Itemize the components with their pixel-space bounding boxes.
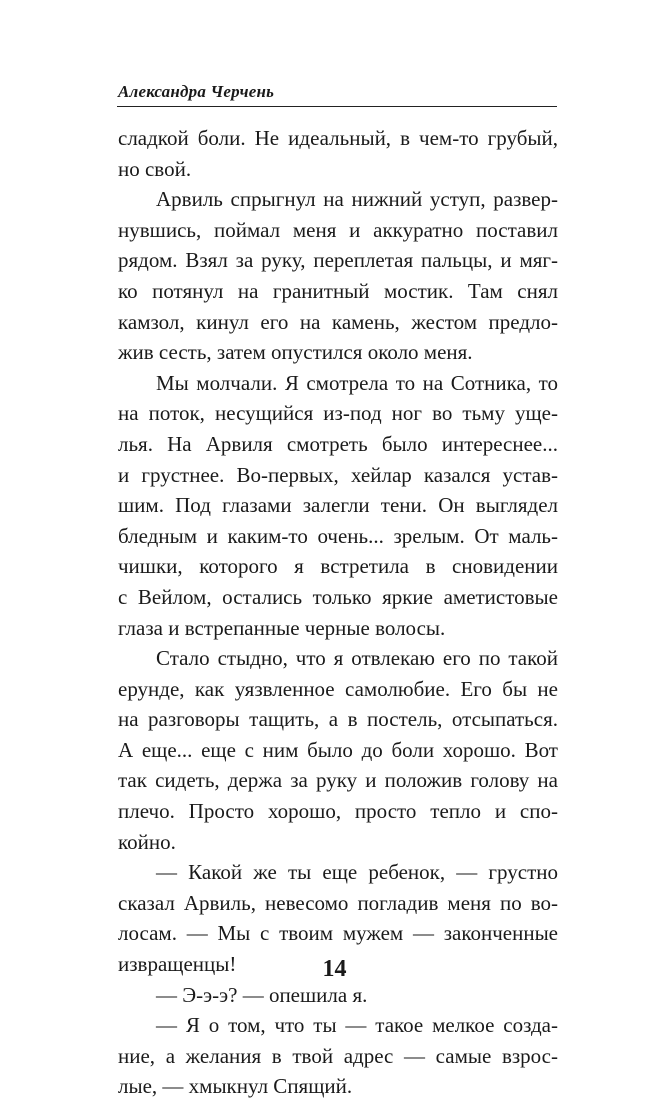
text-line: лосам. — Мы с твоим мужем — законченные [118,921,558,946]
text-line: бледным и каким-то очень... зрелым. От маль- [118,523,558,548]
text-line: и грустнее. Во-первых, хейлар казался устав- [118,462,558,487]
text-line: извращенцы! [118,952,237,977]
text-line: — Какой же ты еще ребенок, — грустно [156,860,558,885]
text-line: плечо. Просто хорошо, просто тепло и спо- [118,799,558,824]
text-line: ерунде, как уязвленное самолюбие. Его бы не [118,676,558,701]
text-line: лья. На Арвиля смотреть было интереснее... [118,431,558,456]
text-line: сладкой боли. Не идеальный, в чем-то грубый, [118,126,558,150]
text-line: — Э-э-э? — опешила я. [156,982,368,1007]
text-line: шим. Под глазами залегли тени. Он выглядел [118,493,558,518]
text-line: ко потянул на гранитный мостик. Там снял [118,278,558,303]
text-line: жив сесть, затем опустился около меня. [118,340,473,365]
text-line: койно. [118,829,176,854]
text-line: А еще... еще с ним было до боли хорошо. Вот [118,737,558,762]
text-line: Мы молчали. Я смотрела то на Сотника, то [156,370,558,395]
page-number: 14 [322,956,347,982]
text-line: на поток, несущийся из-под ног во тьму уще- [118,401,558,426]
text-line: рядом. Взял за руку, переплетая пальцы, и мяг- [118,248,558,273]
text-line: так сидеть, держа за руку и положив голову на [118,768,558,793]
text-line: Стало стыдно, что я отвлекаю его по такой [156,646,558,671]
text-line: ние, а желания в твой адрес — самые взрос- [118,1043,558,1068]
text-line: — Я о том, что ты — такое мелкое созда- [156,1013,558,1038]
text-line: но свой. [118,156,192,181]
running-header-author: Александра Черчень [118,82,275,101]
header-rule [117,106,557,107]
text-line: камзол, кинул его на камень, жестом предло- [118,309,558,334]
text-line: глаза и встрепанные черные волосы. [118,615,446,640]
text-line: Арвиль спрыгнул на нижний уступ, развер- [156,187,558,212]
text-line: нувшись, поймал меня и аккуратно поставил [118,217,558,242]
text-line: лые, — хмыкнул Спящий. [118,1074,353,1099]
text-line: сказал Арвиль, невесомо погладив меня по во- [118,890,558,915]
text-line: с Вейлом, остались только яркие аметистовые [118,584,558,609]
text-line: на разговоры тащить, а в постель, отсыпаться. [118,707,558,732]
text-line: чишки, которого я встретила в сновидении [118,554,558,579]
